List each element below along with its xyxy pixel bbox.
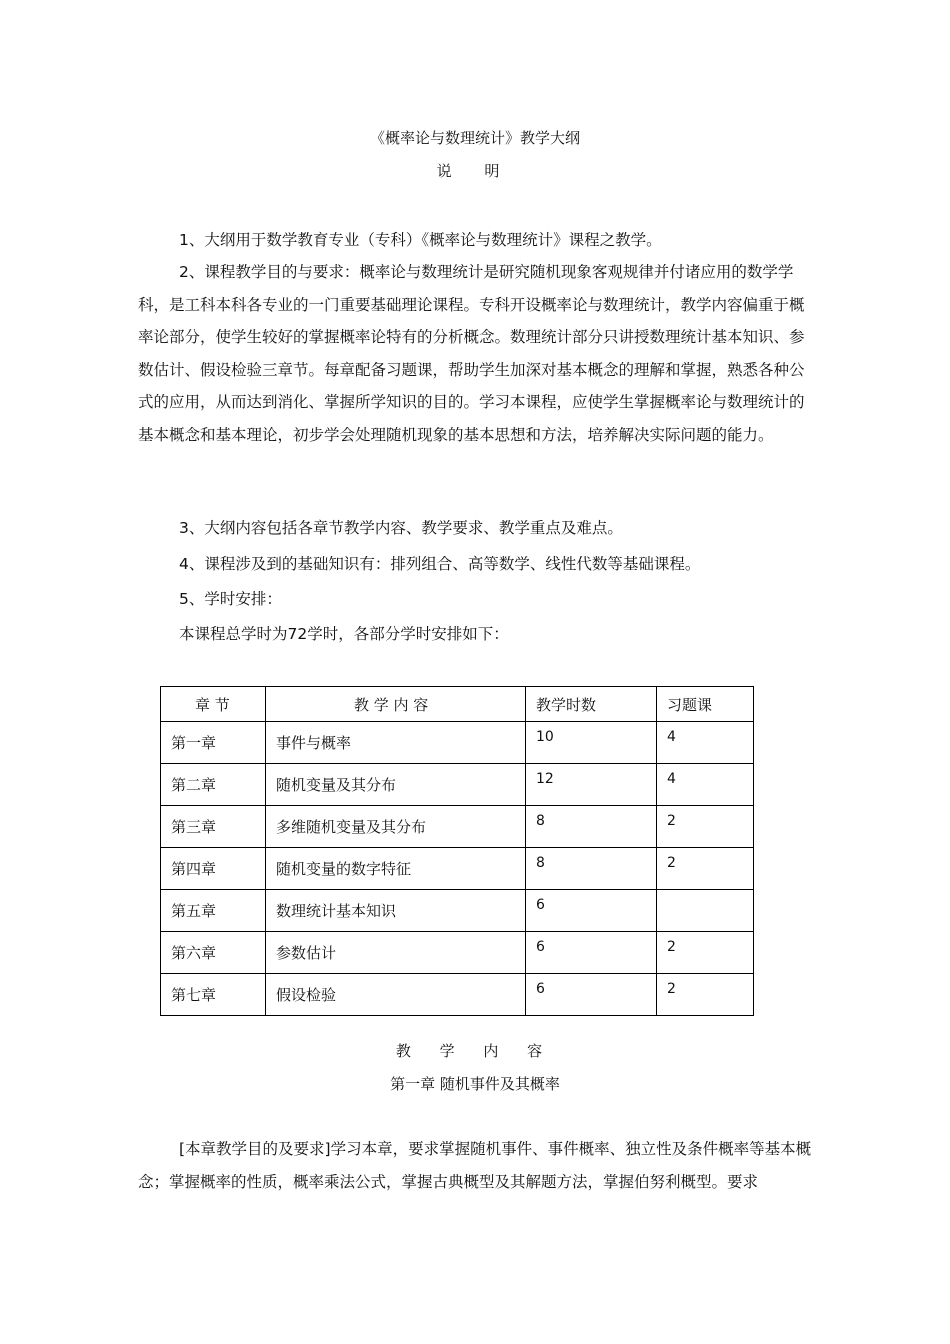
chapter-intro: [本章教学目的及要求]学习本章，要求掌握随机事件、事件概率、独立性及条件概率等基本概念；掌握概率的性质，概率乘法公式，掌握古典概型及其解题方法，掌握伯努利概型。要求 xyxy=(138,1140,812,1191)
cell-exercise: 2 xyxy=(657,806,754,848)
cell-chapter: 第六章 xyxy=(161,932,266,974)
cell-content: 随机变量及其分布 xyxy=(266,764,526,806)
cell-hours: 12 xyxy=(526,764,657,806)
table-row xyxy=(161,722,754,764)
cell-hours: 8 xyxy=(526,806,657,848)
table-row xyxy=(161,764,754,806)
cell-exercise: 2 xyxy=(657,974,754,1016)
table-row xyxy=(161,848,754,890)
cell-hours: 8 xyxy=(526,848,657,890)
cell-content: 随机变量的数字特征 xyxy=(266,848,526,890)
table-row xyxy=(161,806,754,848)
header-hours: 教学时数 xyxy=(526,687,657,722)
document-subtitle: 说 明 xyxy=(436,162,514,180)
header-exercise: 习题课 xyxy=(657,687,754,722)
hours-table xyxy=(160,686,754,1016)
table-row xyxy=(161,932,754,974)
cell-exercise: 2 xyxy=(657,932,754,974)
cell-content: 假设检验 xyxy=(266,974,526,1016)
header-content: 教 学 内 容 xyxy=(266,687,526,722)
cell-content: 参数估计 xyxy=(266,932,526,974)
document-title: 《概率论与数理统计》教学大纲 xyxy=(369,129,580,147)
cell-content: 多维随机变量及其分布 xyxy=(266,806,526,848)
cell-exercise: 2 xyxy=(657,848,754,890)
section-title: 教 学 内 容 xyxy=(395,1042,555,1060)
chapter-title: 第一章 随机事件及其概率 xyxy=(390,1075,560,1093)
cell-exercise: 4 xyxy=(657,722,754,764)
cell-chapter: 第一章 xyxy=(161,722,266,764)
cell-hours: 6 xyxy=(526,890,657,932)
cell-chapter: 第三章 xyxy=(161,806,266,848)
header-chapter: 章 节 xyxy=(161,687,266,722)
cell-hours: 10 xyxy=(526,722,657,764)
table-row xyxy=(161,890,754,932)
cell-chapter: 第四章 xyxy=(161,848,266,890)
cell-hours: 6 xyxy=(526,932,657,974)
table-row xyxy=(161,974,754,1016)
item-6: 本课程总学时为72学时，各部分学时安排如下： xyxy=(179,625,509,643)
item-3: 3、大纲内容包括各章节教学内容、教学要求、教学重点及难点。 xyxy=(179,519,623,537)
item-1: 1、大纲用于数学教育专业（专科）《概率论与数理统计》课程之教学。 xyxy=(179,231,662,249)
cell-chapter: 第五章 xyxy=(161,890,266,932)
cell-chapter: 第二章 xyxy=(161,764,266,806)
item-2: 2、课程教学目的与要求：概率论与数理统计是研究随机现象客观规律并付诸应用的数学学科，是工科本科各专业的一门重要基础理论课程。专科开设概率论与数理统计，教学内容偏重于概率论部分，使学生较好的掌握概率论特有的分析概念。数理统计部分只讲授数理统计基本知识、参数估计、假设检验三章节。每章配备习题课，帮助学生加深对基本概念的理解和掌握，熟悉各种公式的应用，从而达到消化、掌握所学知识的目的。学习本课程，应使学生掌握概率论与数理统计的基本概念和基本理论，初步学会处理随机现象的基本思想和方法，培养解决实际问题的能力。 xyxy=(138,263,805,444)
cell-exercise: 4 xyxy=(657,764,754,806)
cell-content: 数理统计基本知识 xyxy=(266,890,526,932)
cell-content: 事件与概率 xyxy=(266,722,526,764)
cell-chapter: 第七章 xyxy=(161,974,266,1016)
cell-exercise xyxy=(657,890,754,932)
item-5: 5、学时安排： xyxy=(179,590,282,608)
item-4: 4、课程涉及到的基础知识有：排列组合、高等数学、线性代数等基础课程。 xyxy=(179,555,701,573)
table-header-row xyxy=(161,687,754,722)
cell-hours: 6 xyxy=(526,974,657,1016)
